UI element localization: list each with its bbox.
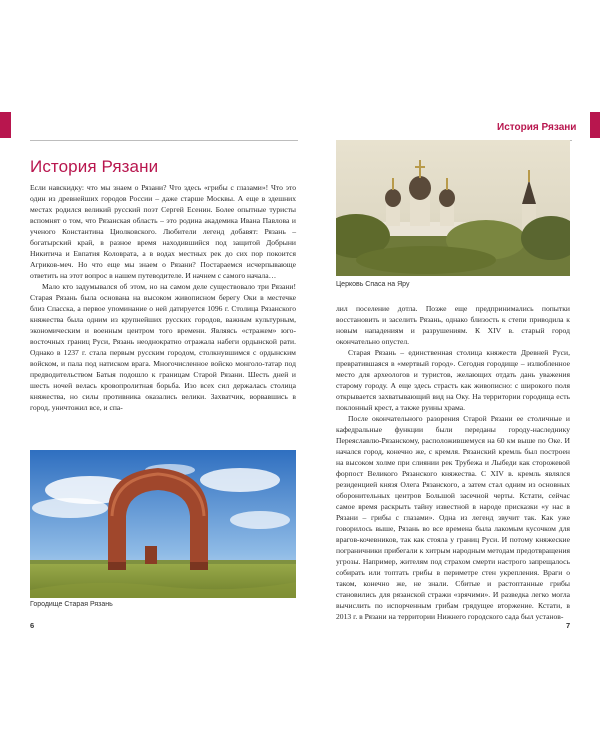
page-title: История Рязани	[30, 157, 159, 176]
ruins-photo	[30, 450, 296, 598]
right-page-number: 7	[566, 621, 571, 630]
left-paragraph-1: Если навскидку: что мы знаем о Рязани? Что здесь «грибы с глазами»! Что это один из древнейших городов России – даже старше Москвы. А еще в здешних местах родился великий русский поэт Сергей Есенин. Более опытные туристы вспомнят о том, что Рязанская область – это родина академика Ивана Павлова и ученого Константина Циолковского. Любители легенд добавят: Рязань – богатырский край, в разное время находившийся под защитой Добрыни Никитича и Евпатия Коловрата, а в водах местных рек до сих пор покоится Агриков-меч. Но что еще мы знаем о Рязани? Постараемся исчерпывающе ответить на этот вопрос в нашем путеводителе. И начнем с самого начала…	[30, 183, 296, 280]
right-paragraph-3: После окончательного разорения Старой Рязани ее столичные и кафедральные функции были переданы городу-наследнику Переяславлю-Рязанскому, расположившемуся на 60 км выше по Оке. И начался город, конечно же, с кремля. Рязанский кремль был построен на высоком холме при слиянии рек Трубежа и Лыбеди как сторожевой форпост Великого Рязанского княжества. С XIV в. кремль являлся резиденцией князя Олега Рязанского, а затем стал одним из основных оборонительных центров Большой засечной черты. Кстати, сейчас самое время раскрыть тайну известной в народе присказки «у нас в Рязани – грибы с глазами». Одна из легенд звучит так. Как уже говорилось выше, Рязань во все времена была лакомым кусочком для врагов-кочевников, так как стояла у границ Руси. И потому княжеские пограничники прибегали к хитрым народным методам предотвращения угрозы. Например, жителям под страхом смерти настрого запрещалось собирать или топтать грибы в периметре стен укрепления. Враги о таком, конечно же, не знали. Сбитые и растоптанные грибы становились для рязанской стражи «зрячими». И разведка легко могла вычислить по испорченным грибам грядущее вторжение. Кстати, в 2013 г. в Рязани на территории Нижнего городского сада был установ-	[336, 414, 570, 621]
church-photo-caption: Церковь Спаса на Яру	[336, 281, 410, 288]
left-divider	[30, 140, 298, 141]
left-text-column	[30, 182, 296, 413]
right-text-column	[336, 303, 570, 622]
right-page-tab	[590, 112, 600, 138]
section-header: История Рязани	[497, 122, 577, 133]
church-photo	[336, 140, 570, 276]
left-paragraph-2: Мало кто задумывался об этом, но на самом деле существовало три Рязани! Старая Рязань была основана на высоком живописном берегу Оки в местечке близ Спасска, а первое упоминание о ней датируется 1096 г. Столица Рязанского княжества была одним из крупнейших русских городов, важным культурным, экономическим и военным центром того времени. Являясь «стражем» юго-восточных границ Руси, Рязань неоднократно отражала набеги ордынской рати. Однако в 1237 г. стала первым русским городом, столкнувшимся с ордынским войском, и пала под натиском врага. Многочисленное войско монголо-татар под предводительством Батыя подошло к границам Старой Рязани. Шесть дней и шесть ночей велась кровопролитная борьба. Изо всех сил держалась столица княжества, но силы противника оказались велики. Захватчик, ворвавшись в город, уничтожил все, и спа-	[30, 282, 296, 412]
ruins-photo-caption: Городище Старая Рязань	[30, 601, 113, 608]
left-page-number: 6	[30, 621, 35, 630]
right-paragraph-1: лил поселение дотла. Позже еще предпринимались попытки восстановить и заселить Рязань, однако близость к степи приводила к новым нападениям и разрушениям. К XIV в. старый город окончательно опустел.	[336, 304, 570, 346]
left-page-tab	[0, 112, 11, 138]
right-paragraph-2: Старая Рязань – единственная столица княжеств Древней Руси, превратившаяся в «мертвый город». Сегодня городище – излюбленное место для археологов и туристов, желающих отдать дань уважения старому городу. А еще здесь страсть как живописно: с широкого поля открывается захватывающий вид на Оку. На территории городища есть поклонный крест, а также руины храма.	[336, 348, 570, 412]
